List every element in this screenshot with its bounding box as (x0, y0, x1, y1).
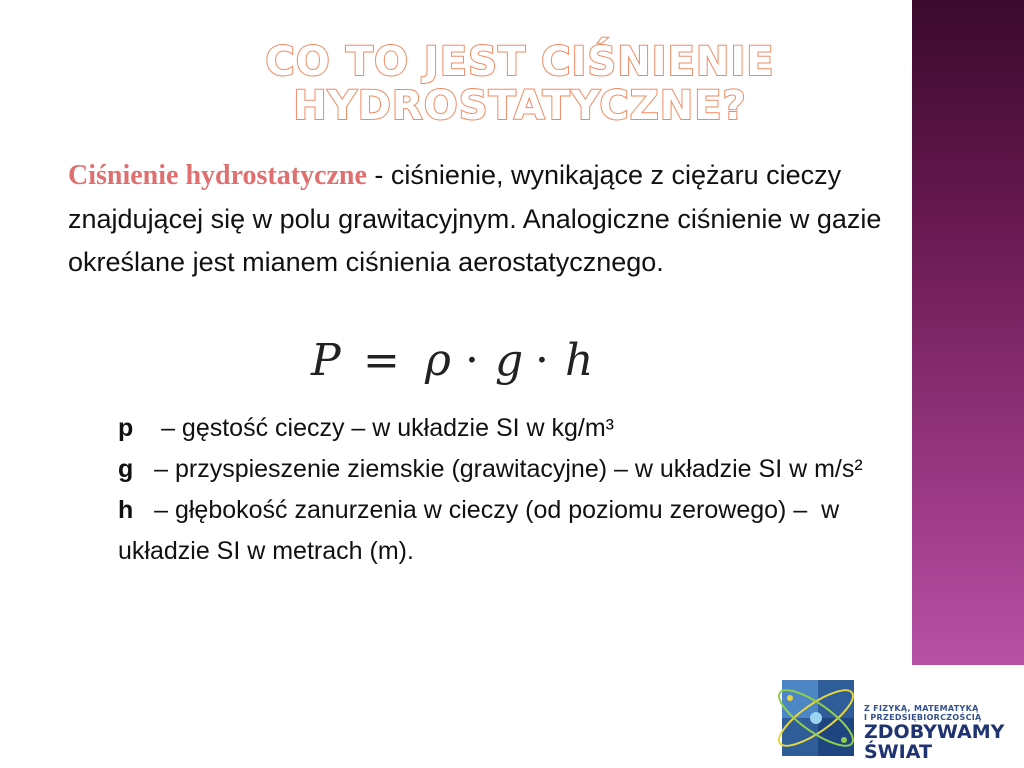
atom-logo-icon (770, 668, 866, 763)
legend-row-density (118, 408, 908, 449)
definition-text: - ciśnienie, wynikające z ciężaru cieczy znajdującej się w polu grawitacyjnym. Analogiczne ciśnienie w gazie określane jest mianem ciśnienia aerostatycznego. (68, 160, 882, 277)
definition-paragraph (68, 154, 898, 285)
decorative-side-bar (912, 0, 1024, 665)
formula-dot-2: · (535, 335, 549, 386)
formula-dot-1: · (465, 335, 479, 386)
formula-equals: = (363, 335, 400, 386)
slide-title (240, 40, 800, 128)
formula-h: h (565, 335, 594, 386)
logo-line-3: ZDOBYWAMY (864, 721, 1005, 743)
legend-symbol: h (118, 496, 134, 524)
legend-text: – przyspieszenie ziemskie (grawitacyjne) – w układzie SI w m/s² (133, 455, 863, 483)
legend-row-depth (118, 490, 908, 572)
legend-symbol: p (118, 414, 134, 442)
variable-legend (118, 408, 908, 572)
formula-rho: ρ (425, 335, 451, 386)
legend-text: – gęstość cieczy – w układzie SI w kg/m³ (133, 414, 615, 442)
definition-term: Ciśnienie hydrostatyczne (68, 160, 367, 191)
legend-row-gravity (118, 449, 908, 490)
legend-symbol: g (118, 455, 134, 483)
title-line-2: HYDROSTATYCZNE? (293, 83, 747, 129)
formula-g: g (495, 335, 524, 386)
legend-text: – głębokość zanurzenia w cieczy (od poziomu zerowego) – w układzie SI w metrach (m). (118, 496, 847, 565)
logo-line-2: I PRZEDSIĘBIORCZOŚCIĄ (864, 713, 982, 722)
pressure-formula (305, 332, 605, 390)
project-logo (770, 668, 1020, 763)
title-line-1: CO TO JEST CIŚNIENIE (265, 39, 775, 85)
formula-p: P (311, 335, 341, 386)
logo-line-1: Z FIZYKĄ, MATEMATYKĄ (864, 704, 979, 713)
logo-line-4: ŚWIAT (864, 741, 932, 763)
logo-text (864, 704, 1020, 762)
